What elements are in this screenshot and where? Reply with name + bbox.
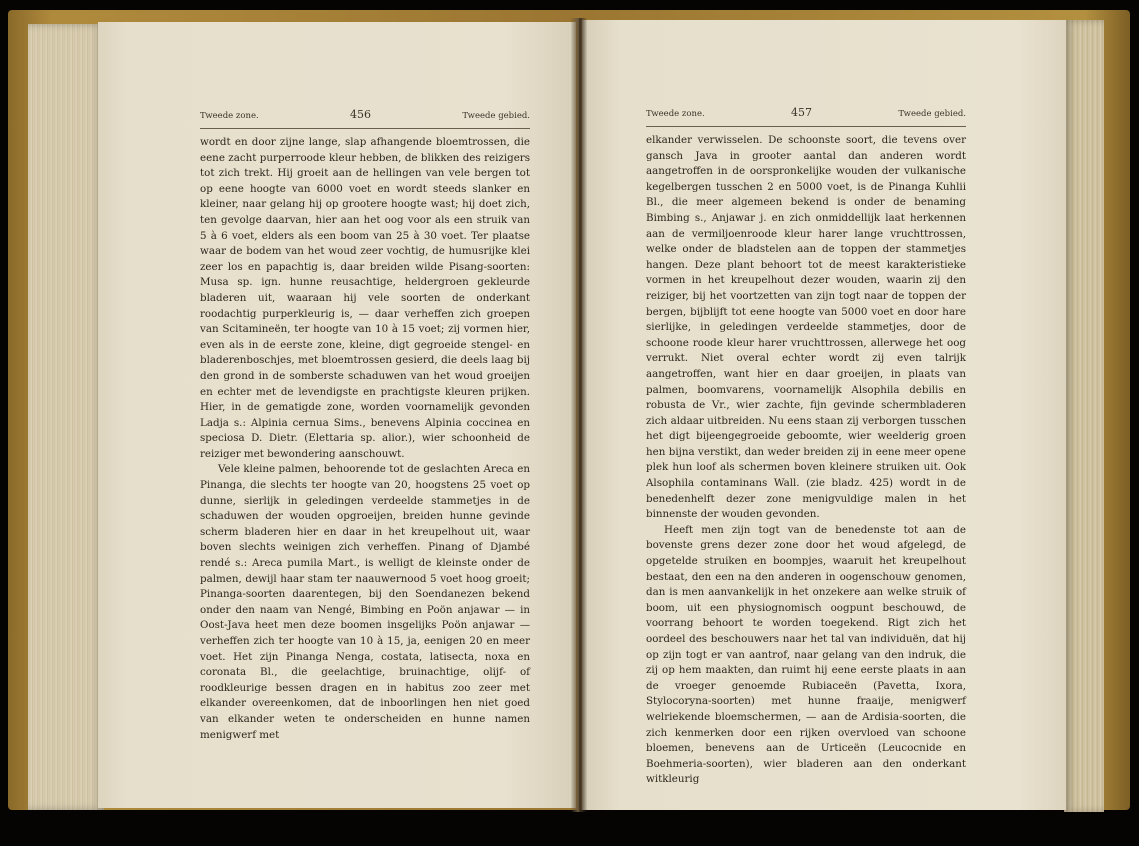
left-running-header — [200, 108, 530, 124]
left-header-region: Tweede gebied. — [462, 111, 530, 121]
page-edges-right — [1064, 20, 1104, 812]
right-header-region: Tweede gebied. — [898, 109, 966, 119]
book-gutter — [571, 18, 587, 812]
right-page — [582, 20, 1066, 810]
left-page-number: 456 — [350, 108, 371, 121]
right-header-section: Tweede zone. — [646, 109, 705, 119]
right-running-header — [646, 106, 966, 122]
left-header-rule — [200, 128, 530, 129]
page-edges-left — [28, 24, 104, 810]
paragraph: wordt en door zijne lange, slap afhangende bloemtrossen, die eene zacht purperroode kleur hebben, de blikken des reizigers tot zich trekt. Hij groeit aan de hellingen van vele bergen tot op eene hoogte van 6000 voet en wordt steeds slanker en kleiner, naar gelang hij op grootere hoogte wast; hij doet zich, ten gevolge daarvan, hier aan het oog voor als een struik van 5 à 6 voet, elders als een boom van 25 à 30 voet. Ter plaatse waar de bodem van het woud zeer vochtig, de humusrijke klei zeer los en papachtig is, daar breiden wilde Pisang-soorten: Musa sp. ign. hunne reusachtige, heldergroen gekleurde bladeren uit, waaraan hij vele soorten de onderkant roodachtig purperkleurig is, — daar verheffen zich groepen van Scitamineën, ter hoogte van 10 à 15 voet; zij vormen hier, even als in de eerste zone, kleine, digt gegroeide stengel- en bladerenboschjes, met bloemtrossen gesierd, die deels laag bij den grond in de somberste schaduwen van het woud groeijen en echter met de levendigste en prachtigste kleuren prijken. Hier, in de gematigde zone, worden voornamelijk gevonden Ladja s.: Alpinia cernua Sims., benevens Alpinia coccinea en speciosa D. Dietr. (Elettaria sp. alior.), wier schoonheid de reiziger met bewondering aanschouwt. — [200, 136, 530, 460]
right-body-text — [646, 133, 966, 788]
paragraph: Vele kleine palmen, behoorende tot de geslachten Areca en Pinanga, die slechts ter hoogte van 20, hoogstens 25 voet op dunne, sierlijk in geledingen verdeelde stammetjes in de schaduwen der wouden opgroeijen, breiden hunne gevinde scherm bladeren hier en daar in het kreupelhout uit, waar boven slechts weinigen zich verheffen. Pinang of Djambé rendé s.: Areca pumila Mart., is welligt de kleinste onder de palmen, dewijl haar stam ter naauwernood 5 voet hoog groeit; Pinanga-soorten daarentegen, bij den Soendanezen bekend onder den naam van Nengé, Bimbing en Poön anjawar — in Oost-Java heet men deze boomen insgelijks Poön anjawar — verheffen zich ter hoogte van 10 à 15, ja, eenigen 20 en meer voet. Het zijn Pinanga Nenga, costata, latisecta, noxa en coronata Bl., die geelachtige, bruinachtige, olijf- of roodkleurige bessen dragen en in habitus zoo zeer met elkander overeenkomen, dat de inboorlingen hen niet goed van elkander weten te onderscheiden en hunne namen menigwerf met — [200, 463, 530, 741]
paragraph: elkander verwisselen. De schoonste soort, die tevens over gansch Java in grooter aantal dan anderen wordt aangetroffen in de oorspronkelijke wouden der vulkanische kegelbergen tusschen 2 en 5000 voet, is de Pinanga Kuhlii Bl., die meer algemeen bekend is onder de benaming Bimbing s., Anjawar j. en zich onmiddellijk laat herkennen aan de vermiljoenroode kleur harer lange vruchttrossen, welke onder de bladstelen aan de toppen der stammetjes hangen. Deze plant behoort tot de meest karakteristieke vormen in het kreupelhout dezer wouden, waarin zij den reiziger, bij het voortzetten van zijn togt naar de toppen der bergen, bijblijft tot eene hoogte van 5000 voet en door hare sierlijke, in geledingen verdeelde stammetjes, door de schoone roode kleur harer vruchttrossen, allerwege het oog verrukt. Niet overal echter wordt zij even talrijk aangetroffen, want hier en daar groeijen, in plaats van palmen, boomvarens, voornamelijk Alsophila debilis en robusta de Vr., wier zachte, fijn gevinde schermbladeren zich aldaar uitbreiden. Nu eens staan zij verborgen tusschen het digt bijeengegroeide geboomte, wier weelderig groen hen bijna verstikt, dan weder breiden zij in eene meer opene plek hun loof als schermen boven kleinere struiken uit. Ook Alsophila contaminans Wall. (zie bladz. 425) wordt in de benedenhelft dezer zone menigvuldige malen in het binnenste der wouden gevonden. — [646, 134, 966, 521]
left-header-section: Tweede zone. — [200, 111, 259, 121]
right-page-number: 457 — [791, 106, 812, 119]
left-body-text — [200, 135, 530, 743]
left-page — [98, 22, 576, 808]
paragraph: Heeft men zijn togt van de benedenste tot aan de bovenste grens dezer zone door het woud afgelegd, de opgetelde struiken en boompjes, waaruit het kreupelhout bestaat, den een na den anderen in oogenschouw genomen, dan is men aanvankelijk in het onzekere aan welke struik of boom, uit een physiognomisch oogpunt beschouwd, de voorrang behoort te worden toegekend. Rigt zich het oordeel des beschouwers naar het tal van individuën, dat hij op zijn togt er van aantrof, naar gelang van den indruk, die zij op hem maakten, dan ruimt hij eene eerste plaats in aan de vroeger genoemde Rubiaceën (Pavetta, Ixora, Stylocoryna-soorten) met hunne fraaije, menigwerf welriekende bloemschermen, — aan de Ardisia-soorten, die zich kenmerken door een rijken overvloed van schoone bloemen, benevens aan de Urticeën (Leucocnide en Boehmeria-soorten), wier bladeren aan den onderkant witkleurig — [646, 523, 966, 786]
right-header-rule — [646, 126, 966, 127]
